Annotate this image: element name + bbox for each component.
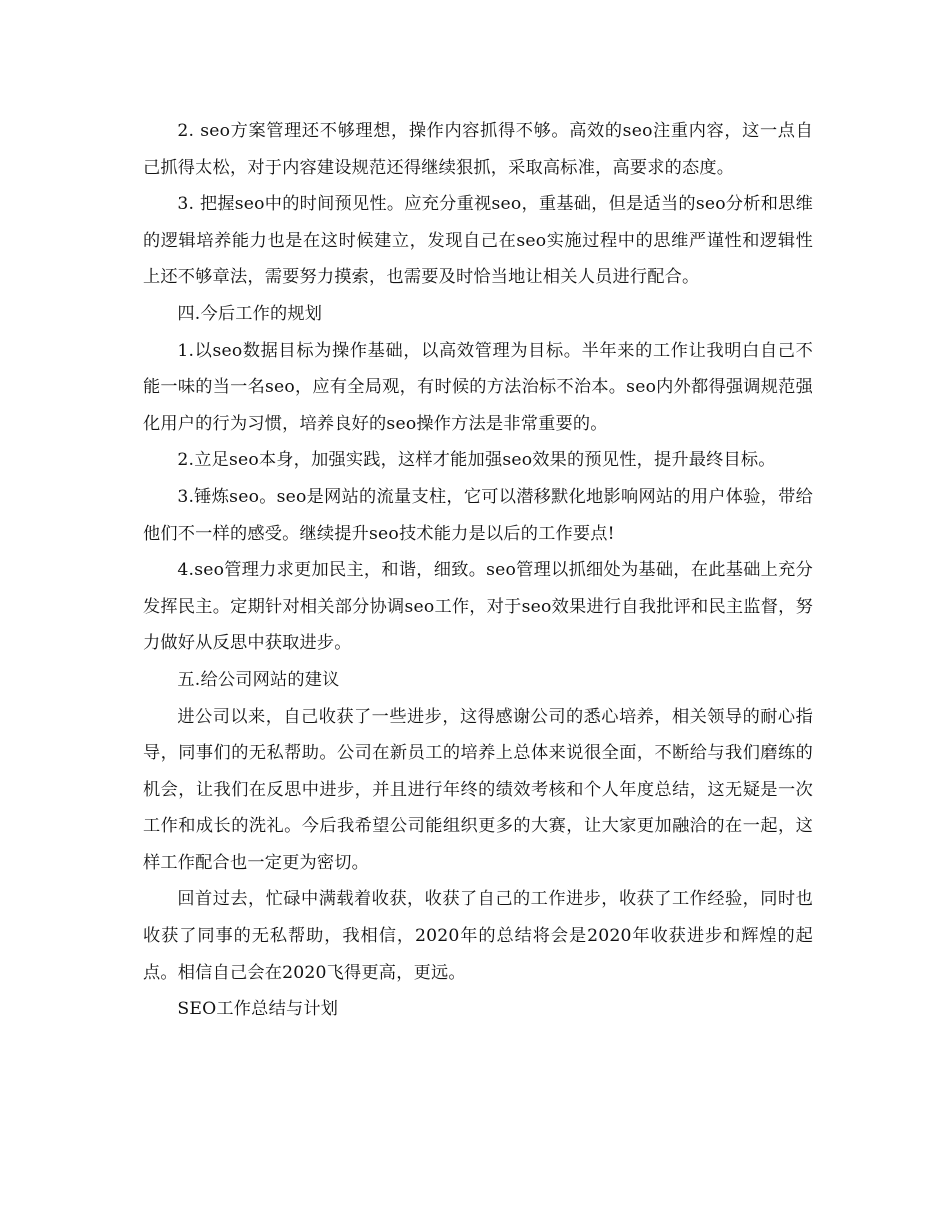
document-body [143, 113, 813, 1028]
section-heading-suggestions: 五.给公司网站的建议 [177, 669, 340, 690]
paragraph-seo-plan-management: 2. seo方案管理还不够理想，操作内容抓得不够。高效的seo注重内容，这一点自己抓得太松，对于内容建设规范还得继续狠抓，采取高标准，高要求的态度。 [143, 121, 813, 178]
paragraph-plan-item-2: 2.立足seo本身，加强实践，这样才能加强seo效果的预见性，提升最终目标。 [177, 450, 776, 471]
paragraph-retrospective: 回首过去，忙碌中满载着收获，收获了自己的工作进步，收获了工作经验，同时也收获了同事的无私帮助，我相信，2020年的总结将会是2020年收获进步和辉煌的起点。相信自己会在2020飞得更高，更远。 [143, 889, 813, 983]
section-heading-future-plan: 四.今后工作的规划 [177, 303, 323, 324]
section-heading-summary-plan: SEO工作总结与计划 [177, 999, 339, 1020]
paragraph-plan-item-1: 1.以seo数据目标为操作基础，以高效管理为目标。半年来的工作让我明白自己不能一味的当一名seo，应有全局观，有时候的方法治标不治本。seo内外都得强调规范强化用户的行为习惯，培养良好的seo操作方法是非常重要的。 [143, 340, 813, 434]
paragraph-suggestions: 进公司以来，自己收获了一些进步，这得感谢公司的悉心培养，相关领导的耐心指导，同事们的无私帮助。公司在新员工的培养上总体来说很全面，不断给与我们磨练的机会，让我们在反思中进步，并且进行年终的绩效考核和个人年度总结，这无疑是一次工作和成长的洗礼。今后我希望公司能组织更多的大赛，让大家更加融洽的在一起，这样工作配合也一定更为密切。 [143, 706, 813, 873]
paragraph-time-foresight: 3. 把握seo中的时间预见性。应充分重视seo，重基础，但是适当的seo分析和思维的逻辑培养能力也是在这时候建立，发现自己在seo实施过程中的思维严谨性和逻辑性上还不够章法，需要努力摸索，也需要及时恰当地让相关人员进行配合。 [143, 194, 813, 288]
paragraph-plan-item-4: 4.seo管理力求更加民主，和谐，细致。seo管理以抓细处为基础，在此基础上充分发挥民主。定期针对相关部分协调seo工作，对于seo效果进行自我批评和民主监督，努力做好从反思中获取进步。 [143, 560, 813, 654]
paragraph-plan-item-3: 3.锤炼seo。seo是网站的流量支柱，它可以潜移默化地影响网站的用户体验，带给他们不一样的感受。继续提升seo技术能力是以后的工作要点! [143, 486, 813, 544]
